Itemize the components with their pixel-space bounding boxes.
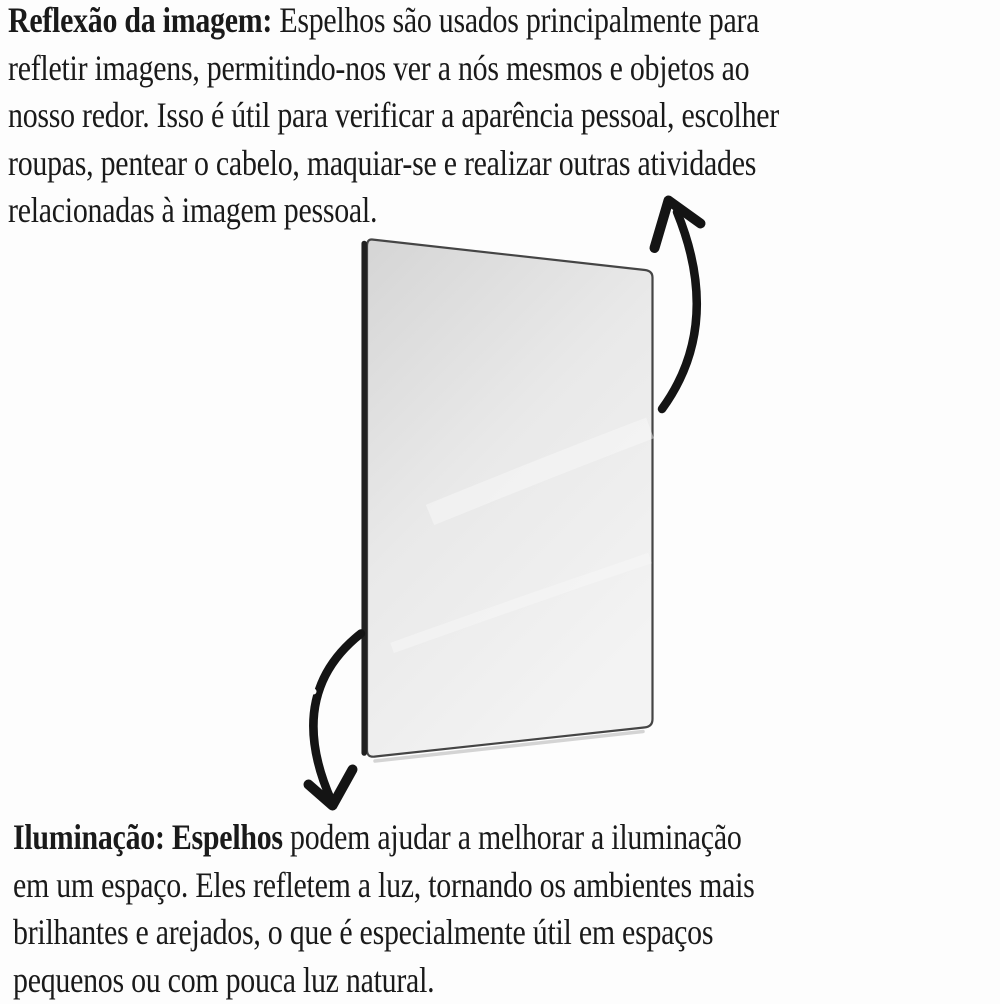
paragraph-illumination-lead: Iluminação: Espelhos [13,817,283,857]
paragraph-reflection-lead: Reflexão da imagem: [8,0,272,40]
text-line: nosso redor. Isso é útil para verificar a aparência pessoal, escolher [8,92,779,140]
text-line [13,814,755,862]
paragraph-reflection-line1: Espelhos são usados principalmente para [272,0,759,40]
arrow-stroke-gap [702,328,708,334]
paragraph-illumination-line1: podem ajudar a melhorar a iluminação [283,817,742,857]
paragraph-illumination [13,814,906,1004]
text-line: pequenos ou com pouca luz natural. [13,957,755,1004]
paragraph-reflection [8,0,937,235]
text-line [8,0,779,45]
text-line: relacionadas à imagem pessoal. [8,187,779,235]
text-line: brilhantes e arejados, o que é especialmente útil em espaços [13,909,755,957]
down-curved-arrow-icon [309,634,362,806]
arrow-stroke-gap [311,689,317,695]
text-line: em um espaço. Eles refletem a luz, tornando os ambientes mais [13,862,755,910]
text-line: refletir imagens, permitindo-nos ver a nós mesmos e objetos ao [8,45,779,93]
text-line: roupas, pentear o cabelo, maquiar-se e realizar outras atividades [8,140,779,188]
mirror-face [367,239,653,756]
